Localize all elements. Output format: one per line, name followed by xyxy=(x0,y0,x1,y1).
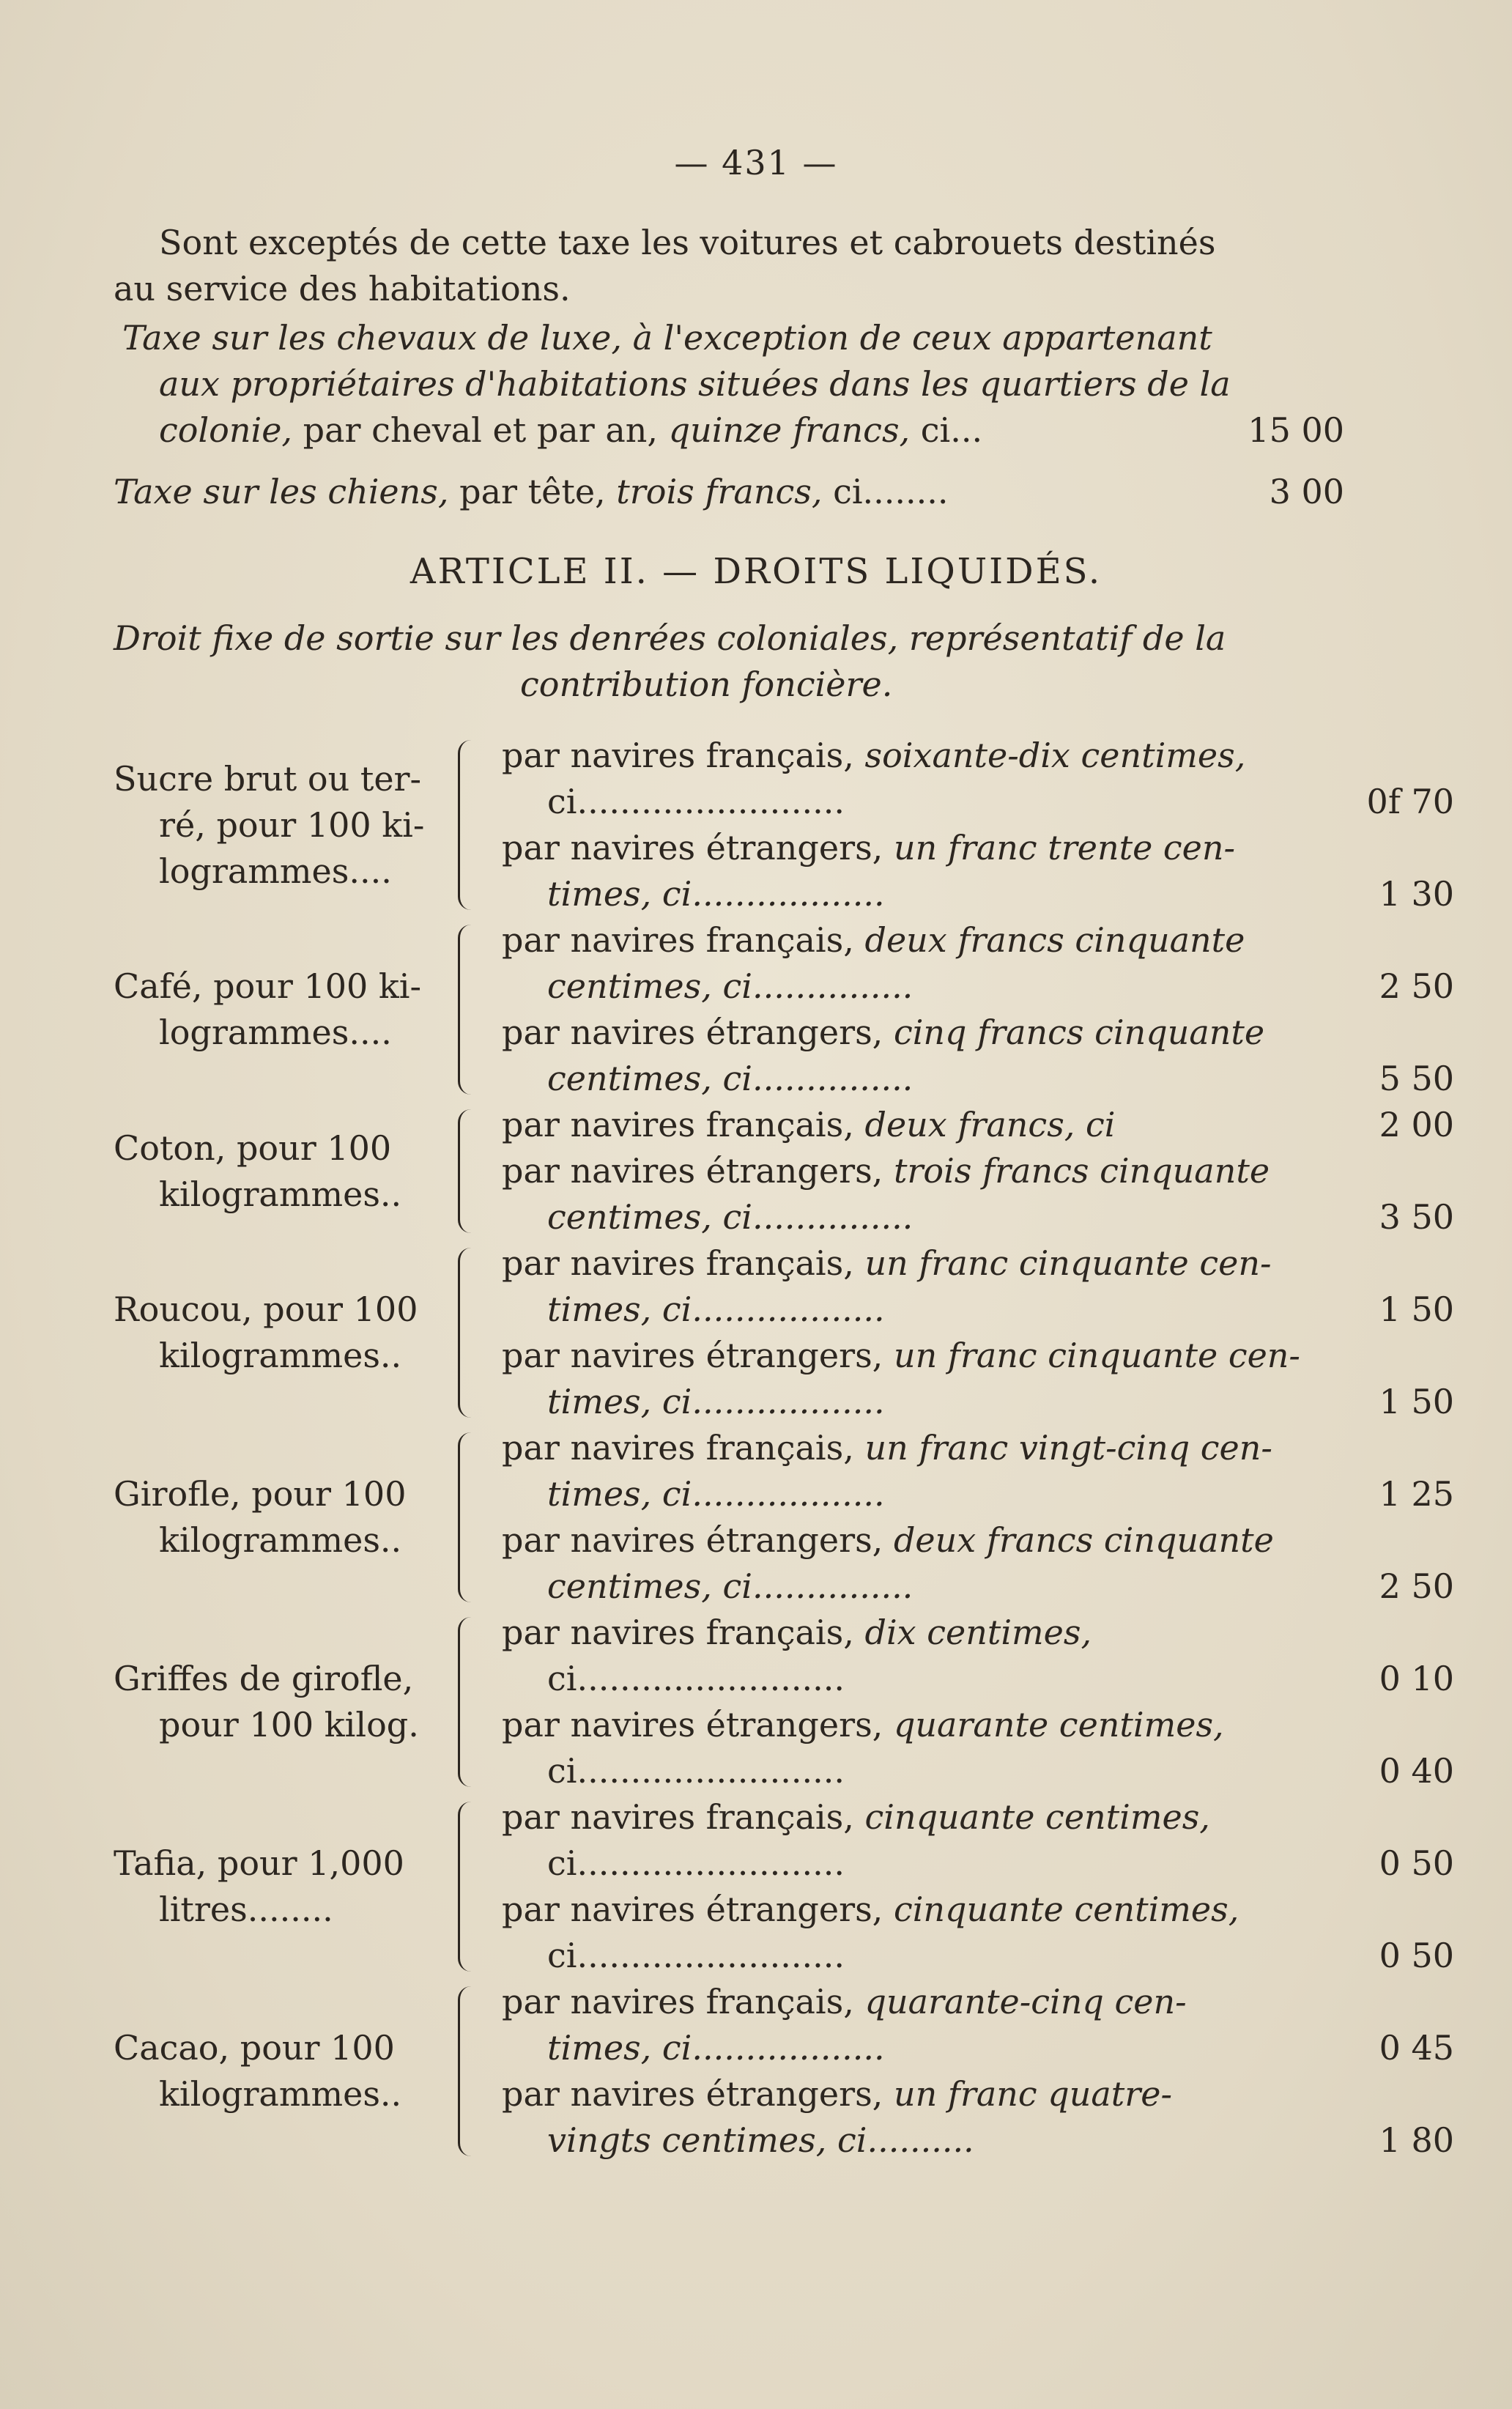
rate-amount: 0 45 xyxy=(1379,2028,1454,2068)
rate-line xyxy=(502,871,1454,917)
horse-tax-rate: quinze francs, xyxy=(668,410,911,450)
product-name-line: logrammes.... xyxy=(159,1013,392,1052)
rate-italic: un franc quatre- xyxy=(893,2074,1172,2114)
product-name-line: kilogrammes.. xyxy=(159,1336,402,1375)
rate-text: ci......................... xyxy=(547,1843,845,1883)
dog-tax-text: par tête, xyxy=(448,472,617,511)
rate-italic: un franc vingt-cinq cen- xyxy=(864,1428,1272,1468)
rate-italic: centimes, ci............... xyxy=(547,1059,914,1098)
rate-italic: deux francs cinquante xyxy=(864,920,1245,960)
rate-italic: soixante-dix centimes, xyxy=(864,736,1246,775)
brace-icon xyxy=(458,1432,482,1602)
rate-amount: 3 50 xyxy=(1379,1197,1454,1237)
rate-amount: 5 50 xyxy=(1379,1059,1454,1098)
horse-tax-ci: ci... xyxy=(910,410,983,450)
brace-icon xyxy=(458,1248,482,1418)
rate-amount: 0 50 xyxy=(1379,1843,1454,1883)
dog-tax-amount: 3 00 xyxy=(1269,472,1344,511)
product-name-line: Tafia, pour 1,000 xyxy=(114,1843,404,1883)
rate-text: par navires français, xyxy=(502,1105,865,1144)
rate-text: par navires français, xyxy=(502,736,865,775)
rate-text: par navires français, xyxy=(502,1243,865,1283)
rate-lines xyxy=(502,1979,1454,2164)
rate-line xyxy=(502,1102,1454,1148)
product-name-line: Coton, pour 100 xyxy=(114,1128,392,1168)
rate-line xyxy=(502,1517,1454,1564)
rate-text: par navires étrangers, xyxy=(502,1890,894,1929)
rate-italic: centimes, ci............... xyxy=(547,1197,914,1237)
rate-italic: un franc cinquante cen- xyxy=(893,1336,1300,1375)
horse-tax-text: par cheval et par an, xyxy=(292,410,669,450)
rate-italic: quarante centimes, xyxy=(893,1705,1224,1744)
article-subheading-line: contribution foncière. xyxy=(520,665,893,704)
rate-text: par navires français, xyxy=(502,1797,865,1837)
product-name-line: kilogrammes.. xyxy=(159,1520,402,1560)
product-name-line: kilogrammes.. xyxy=(159,1174,402,1214)
product-name xyxy=(114,2025,465,2117)
rate-line xyxy=(502,1702,1454,1748)
rate-line xyxy=(502,2025,1454,2071)
rate-amount: 1 25 xyxy=(1379,1474,1454,1514)
rate-amount: 1 50 xyxy=(1379,1289,1454,1329)
rate-italic: trois francs cinquante xyxy=(893,1151,1270,1191)
rate-line xyxy=(502,1840,1454,1887)
rate-italic: un franc trente cen- xyxy=(893,828,1236,867)
rate-text: ci......................... xyxy=(547,1936,845,1975)
product-name-line: logrammes.... xyxy=(159,851,392,891)
brace-icon xyxy=(458,925,482,1095)
product-name-line: Cacao, pour 100 xyxy=(114,2028,395,2068)
rate-amount: 1 80 xyxy=(1379,2120,1454,2160)
product-group xyxy=(114,1979,1454,2164)
rate-italic: quarante-cinq cen- xyxy=(864,1982,1187,2021)
rate-text: par navires étrangers, xyxy=(502,828,894,867)
rate-line xyxy=(502,1287,1454,1333)
rate-text: ci......................... xyxy=(547,782,845,821)
horse-tax-line: Taxe sur les chevaux de luxe, à l'exception de ceux appartenant xyxy=(122,318,1212,358)
rate-text: par navires étrangers, xyxy=(502,1705,894,1744)
product-name xyxy=(114,963,465,1056)
rate-amount: 2 50 xyxy=(1379,1566,1454,1606)
rate-italic: times, ci.................. xyxy=(547,874,885,914)
rate-line xyxy=(502,1656,1454,1702)
intro-line: au service des habitations. xyxy=(114,269,571,308)
dog-tax-label: Taxe sur les chiens, xyxy=(114,472,449,511)
horse-tax-amount: 15 00 xyxy=(1248,410,1344,450)
rate-text: ci......................... xyxy=(547,1659,845,1698)
rate-italic: times, ci.................. xyxy=(547,2028,885,2068)
rate-amount: 0 10 xyxy=(1379,1659,1454,1698)
article-subheading xyxy=(114,615,1344,708)
rate-line xyxy=(502,1333,1454,1379)
product-name xyxy=(114,1840,465,1933)
product-name-line: pour 100 kilog. xyxy=(159,1705,419,1744)
rate-italic: cinquante centimes, xyxy=(864,1797,1210,1837)
product-group xyxy=(114,1102,1454,1240)
intro-paragraph xyxy=(114,220,1344,312)
product-group xyxy=(114,917,1454,1102)
rate-amount: 0 50 xyxy=(1379,1936,1454,1975)
brace-icon xyxy=(458,1986,482,2156)
brace-icon xyxy=(458,1802,482,1972)
rate-text: par navires français, xyxy=(502,1613,865,1652)
rate-text: par navires français, xyxy=(502,1428,865,1468)
intro-line: Sont exceptés de cette taxe les voitures et cabrouets destinés xyxy=(159,223,1216,262)
horse-tax-line xyxy=(114,407,1344,454)
rate-amount: 1 30 xyxy=(1379,874,1454,914)
rate-text: par navires étrangers, xyxy=(502,1151,894,1191)
product-name-line: litres........ xyxy=(159,1890,333,1929)
rate-italic: times, ci.................. xyxy=(547,1289,885,1329)
page-number: — 431 — xyxy=(674,143,838,182)
rate-line xyxy=(502,917,1454,963)
product-group xyxy=(114,1610,1454,1794)
article-subheading-line: Droit fixe de sortie sur les denrées coloniales, représentatif de la xyxy=(114,618,1226,658)
product-name-line: kilogrammes.. xyxy=(159,2074,402,2114)
rate-lines xyxy=(502,1240,1454,1425)
rate-line xyxy=(502,1748,1454,1794)
rate-line xyxy=(502,1610,1454,1656)
rate-italic: vingts centimes, ci.......... xyxy=(547,2120,974,2160)
product-name xyxy=(114,1656,465,1748)
product-name-line: Sucre brut ou ter- xyxy=(114,759,422,799)
product-name-line: Girofle, pour 100 xyxy=(114,1474,407,1514)
rate-line xyxy=(502,1194,1454,1240)
product-group xyxy=(114,1794,1454,1979)
rate-italic: deux francs cinquante xyxy=(893,1520,1274,1560)
rate-text: par navires étrangers, xyxy=(502,1520,894,1560)
rate-line xyxy=(502,1794,1454,1840)
rate-italic: dix centimes, xyxy=(864,1613,1092,1652)
rate-line xyxy=(502,1240,1454,1287)
product-name-line: ré, pour 100 ki- xyxy=(159,805,425,845)
product-name-line: Griffes de girofle, xyxy=(114,1659,414,1698)
rate-amount: 0 40 xyxy=(1379,1751,1454,1791)
rate-italic: times, ci.................. xyxy=(547,1382,885,1421)
rate-text: par navires étrangers, xyxy=(502,1013,894,1052)
rate-amount: 2 50 xyxy=(1379,966,1454,1006)
dog-tax-line xyxy=(114,469,1344,515)
rate-line xyxy=(502,1979,1454,2025)
rate-line xyxy=(502,963,1454,1010)
rate-lines xyxy=(502,1425,1454,1610)
dog-tax-paragraph xyxy=(114,469,1344,515)
product-name xyxy=(114,1287,465,1379)
rate-line xyxy=(502,779,1454,825)
rate-lines xyxy=(502,1794,1454,1979)
rate-line xyxy=(502,1379,1454,1425)
horse-tax-line: aux propriétaires d'habitations situées dans les quartiers de la xyxy=(159,364,1231,404)
rate-italic: centimes, ci............... xyxy=(547,1566,914,1606)
product-group xyxy=(114,1240,1454,1425)
rate-line xyxy=(502,1010,1454,1056)
rate-amount: 2 00 xyxy=(1379,1105,1454,1144)
rate-text: par navires français, xyxy=(502,1982,865,2021)
brace-icon xyxy=(458,1109,482,1233)
rate-text: ci......................... xyxy=(547,1751,845,1791)
rate-line xyxy=(502,2117,1454,2164)
dog-tax-rate: trois francs, xyxy=(616,472,823,511)
rate-line xyxy=(502,825,1454,871)
product-name xyxy=(114,756,465,895)
rate-line xyxy=(502,1056,1454,1102)
rate-italic: times, ci.................. xyxy=(547,1474,885,1514)
horse-tax-region: colonie, xyxy=(159,410,293,450)
product-group xyxy=(114,1425,1454,1610)
product-name-line: Café, pour 100 ki- xyxy=(114,966,422,1006)
rate-line xyxy=(502,1564,1454,1610)
article-heading: ARTICLE II. — DROITS LIQUIDÉS. xyxy=(410,551,1102,592)
rate-line xyxy=(502,733,1454,779)
product-group xyxy=(114,733,1454,917)
rate-amount: 0f 70 xyxy=(1366,782,1454,821)
brace-icon xyxy=(458,1617,482,1787)
horse-tax-paragraph xyxy=(114,315,1344,454)
rate-line xyxy=(502,1148,1454,1194)
rate-lines xyxy=(502,1102,1454,1240)
rate-line xyxy=(502,1471,1454,1517)
rate-line xyxy=(502,1887,1454,1933)
rate-italic: deux francs, ci xyxy=(864,1105,1116,1144)
rate-italic: centimes, ci............... xyxy=(547,966,914,1006)
rate-lines xyxy=(502,917,1454,1102)
product-name xyxy=(114,1471,465,1564)
rate-italic: un franc cinquante cen- xyxy=(864,1243,1272,1283)
rate-lines xyxy=(502,733,1454,917)
rate-line xyxy=(502,2071,1454,2117)
brace-icon xyxy=(458,740,482,910)
rate-italic: cinq francs cinquante xyxy=(893,1013,1265,1052)
rate-italic: cinquante centimes, xyxy=(893,1890,1239,1929)
product-name-line: Roucou, pour 100 xyxy=(114,1289,418,1329)
rate-amount: 1 50 xyxy=(1379,1382,1454,1421)
rate-line xyxy=(502,1933,1454,1979)
rate-text: par navires français, xyxy=(502,920,865,960)
dog-tax-ci: ci........ xyxy=(822,472,949,511)
rate-text: par navires étrangers, xyxy=(502,2074,894,2114)
rate-lines xyxy=(502,1610,1454,1794)
rate-line xyxy=(502,1425,1454,1471)
product-name xyxy=(114,1125,465,1218)
rate-text: par navires étrangers, xyxy=(502,1336,894,1375)
